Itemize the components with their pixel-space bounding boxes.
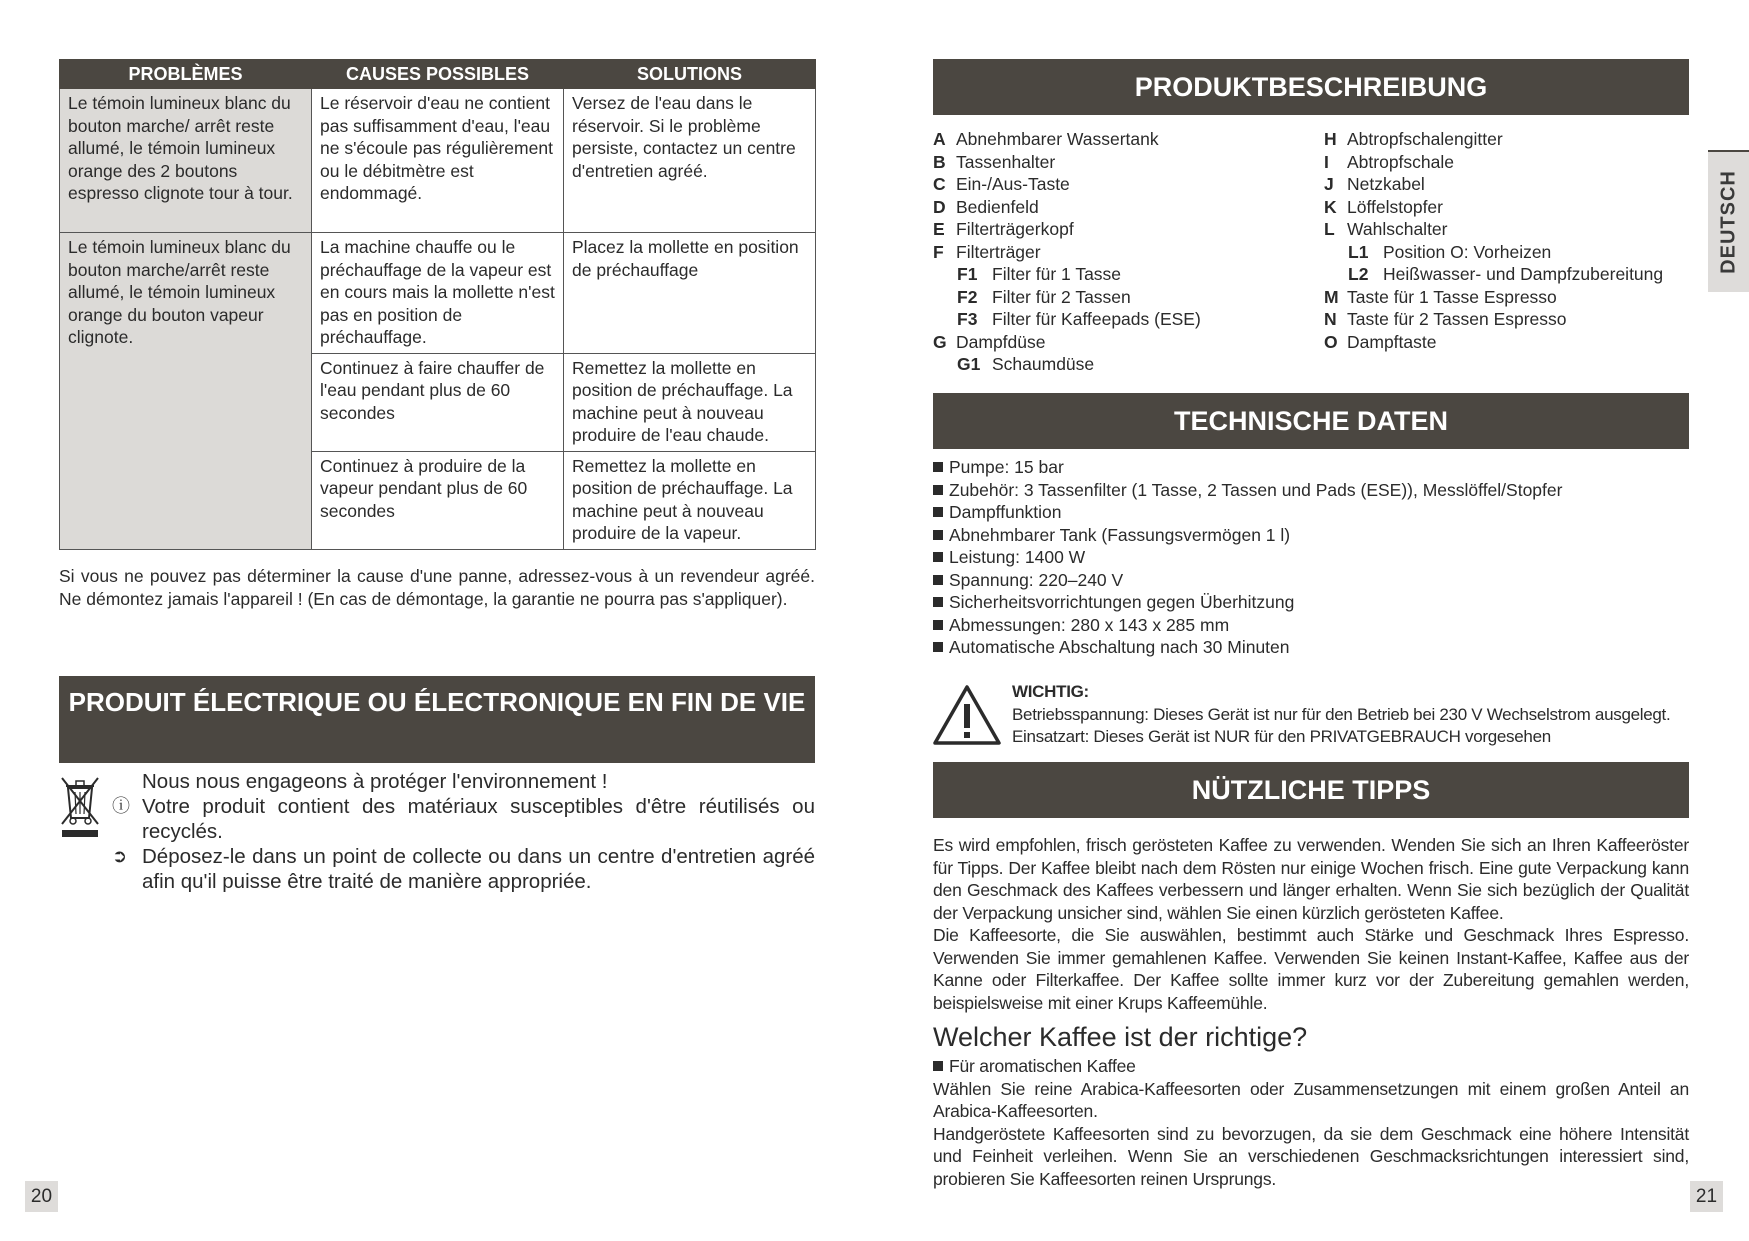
square-bullet-icon (933, 462, 943, 472)
info-icon: ⓘ (112, 796, 130, 816)
page-number-left: 20 (25, 1181, 58, 1212)
cause-cell: Continuez à produire de la vapeur pendant plus de 60 secondes (312, 451, 564, 549)
part-item: H Abtropfschalengitter (1324, 129, 1503, 149)
tips-text (933, 834, 1689, 1014)
cause-cell: Continuez à faire chauffer de l'eau pendant plus de 60 secondes (312, 353, 564, 451)
part-item: F Filterträger (933, 241, 1041, 262)
solution-cell: Remettez la mollette en position de préchauffage. La machine peut à nouveau produire de l'eau chaude. (564, 353, 816, 451)
coffee-paragraph: Wählen Sie reine Arabica-Kaffeesorten oder Zusammensetzungen mit einem großen Anteil an Arabica-Kaffeesorten. (933, 1078, 1689, 1121)
problem-cell: Le témoin lumineux blanc du bouton marche/arrêt reste allumé, le témoin lumineux orange du bouton vapeur clignote. (60, 233, 312, 550)
warning-line: Einsatzart: Dieses Gerät ist NUR für den PRIVATGEBRAUCH vorgesehen (1012, 727, 1551, 746)
warning-title: WICHTIG: (1012, 682, 1089, 701)
list-item (112, 769, 815, 794)
cause-cell: Le réservoir d'eau ne contient pas suffisamment d'eau, l'eau ne s'écoule pas régulièrement ou le débitmètre est endommagé. (312, 89, 564, 233)
table-header-row (60, 60, 816, 89)
coffee-heading: Welcher Kaffee ist der richtige? (933, 1022, 1308, 1052)
list-item (112, 794, 815, 844)
cause-cell: La machine chauffe ou le préchauffage de la vapeur est en cours mais la mollette n'est pas en position de préchauffage. (312, 233, 564, 354)
square-bullet-icon (933, 530, 943, 540)
page-number-right: 21 (1690, 1181, 1723, 1212)
coffee-paragraph: Handgeröstete Kaffeesorten sind zu bevorzugen, da sie dem Geschmack eine höhere Intensität und Feinheit verleihen. Wenn Sie an verschiedenen Geschmacksrichtungen interessiert sind, probieren Sie Kaffeesorten reinen Ursprungs. (933, 1123, 1689, 1189)
problem-cell: Le témoin lumineux blanc du bouton marche/ arrêt reste allumé, le témoin lumineux orange des 2 boutons espresso clignote tour à tour. (60, 89, 312, 233)
part-item: K Löffelstopfer (1324, 196, 1443, 217)
spec-item: Abmessungen: 280 x 143 x 285 mm (933, 614, 1562, 637)
part-subitem: F1 Filter für 1 Tasse (957, 264, 1122, 284)
header-solutions: SOLUTIONS (564, 60, 816, 89)
part-item: C Ein-/Aus-Taste (933, 174, 1070, 194)
part-subitem: L1 Position O: Vorheizen (1348, 241, 1552, 262)
part-item: E Filterträgerkopf (933, 219, 1074, 239)
spec-item: Leistung: 1400 W (933, 546, 1562, 569)
spec-item: Abnehmbarer Tank (Fassungsvermögen 1 l) (933, 524, 1562, 547)
language-tab-label: DEUTSCH (1717, 170, 1739, 274)
part-subitem: F2 Filter für 2 Tassen (957, 286, 1131, 307)
troubleshooting-table (59, 59, 816, 550)
section-title-tech: TECHNISCHE DATEN (933, 393, 1689, 449)
language-tab (1708, 150, 1749, 292)
section-title-tips: NÜTZLICHE TIPPS (933, 762, 1689, 818)
part-subitem: G1 Schaumdüse (957, 354, 1095, 374)
square-bullet-icon (933, 575, 943, 585)
part-subitem: L2 Heißwasser- und Dampfzubereitung (1348, 264, 1664, 284)
square-bullet-icon (933, 620, 943, 630)
spec-list (933, 456, 1562, 659)
list-item-text: Nous nous engageons à protéger l'environnement ! (142, 770, 608, 793)
spec-item: Zubehör: 3 Tassenfilter (1 Tasse, 2 Tassen und Pads (ESE)), Messlöffel/Stopfer (933, 479, 1562, 502)
spec-item: Dampffunktion (933, 501, 1562, 524)
list-item-text: Votre produit contient des matériaux susceptibles d'être réutilisés ou recyclés. (142, 795, 815, 843)
square-bullet-icon (933, 1061, 943, 1071)
spec-item: Pumpe: 15 bar (933, 456, 1562, 479)
part-item: A Abnehmbarer Wassertank (933, 129, 1159, 149)
header-problems: PROBLÈMES (60, 60, 312, 89)
environment-list (112, 769, 815, 894)
part-item: D Bedienfeld (933, 196, 1039, 217)
square-bullet-icon (933, 552, 943, 562)
table-row (60, 233, 816, 354)
part-item: O Dampftaste (1324, 331, 1437, 352)
part-subitem: F3 Filter für Kaffeepads (ESE) (957, 309, 1201, 329)
list-item (112, 844, 815, 894)
tips-paragraph: Es wird empfohlen, frisch gerösteten Kaffee zu verwenden. Wenden Sie sich an Ihren Kaffeeröster für Tipps. Der Kaffee bleibt nach dem Rösten nur einige Wochen frisch. Eine gute Verpackung kann den Geschmack des Kaffees verbessern und länger erhalten. Wenn Sie sich bezüglich der Qualität der Verpackung unsicher sind, wählen Sie einen kürzlich gerösteten Kaffee. (933, 835, 1689, 923)
section-title-product: PRODUKTBESCHREIBUNG (933, 59, 1689, 115)
solution-cell: Placez la mollette en position de préchauffage (564, 233, 816, 354)
square-bullet-icon (933, 597, 943, 607)
warning-text (1012, 681, 1670, 749)
arrow-right-icon: ➲ (112, 846, 128, 866)
spec-item: Automatische Abschaltung nach 30 Minuten (933, 636, 1562, 659)
solution-cell: Versez de l'eau dans le réservoir. Si le problème persiste, contactez un centre d'entretien agréé. (564, 89, 816, 233)
square-bullet-icon (933, 507, 943, 517)
warning-line: Betriebsspannung: Dieses Gerät ist nur für den Betrieb bei 230 V Wechselstrom ausgelegt. (1012, 704, 1671, 724)
list-item-text: Déposez-le dans un point de collecte ou dans un centre d'entretien agréé afin qu'il puisse être traité de manière appropriée. (142, 845, 815, 893)
bullet (112, 769, 142, 794)
part-item: B Tassenhalter (933, 151, 1056, 172)
coffee-text (933, 1055, 1689, 1190)
parts-list-col1 (933, 128, 1201, 376)
coffee-bullet: Für aromatischen Kaffee (933, 1055, 1689, 1078)
square-bullet-icon (933, 642, 943, 652)
crossed-bin-icon (58, 774, 102, 843)
parts-list-col2 (1324, 128, 1663, 353)
part-item: M Taste für 1 Tasse Espresso (1324, 286, 1557, 307)
square-bullet-icon (933, 485, 943, 495)
table-row (60, 89, 816, 233)
solution-cell: Remettez la mollette en position de préchauffage. La machine peut à nouveau produire de la vapeur. (564, 451, 816, 549)
part-item: L Wahlschalter (1324, 219, 1448, 239)
part-item: N Taste für 2 Tassen Espresso (1324, 309, 1567, 329)
tips-paragraph: Die Kaffeesorte, die Sie auswählen, bestimmt auch Stärke und Geschmack Ihres Espresso. Verwenden Sie immer gemahlenen Kaffee. Verwenden Sie keinen Instant-Kaffee, Kaffee aus der Kanne oder Filterkaffee. Der Kaffee sollte immer kurz vor der Zubereitung gemahlen werden, beispielsweise mit einer Krups Kaffeemühle. (933, 925, 1689, 1013)
header-causes: CAUSES POSSIBLES (312, 60, 564, 89)
section-title-end-of-life: PRODUIT ÉLECTRIQUE OU ÉLECTRONIQUE EN FIN DE VIE (59, 676, 815, 763)
warning-triangle-icon (932, 684, 1002, 751)
part-item: G Dampfdüse (933, 331, 1046, 352)
part-item: J Netzkabel (1324, 174, 1425, 194)
spec-item: Spannung: 220–240 V (933, 569, 1562, 592)
spec-item: Sicherheitsvorrichtungen gegen Überhitzung (933, 591, 1562, 614)
part-item: I Abtropfschale (1324, 151, 1455, 172)
repair-note: Si vous ne pouvez pas déterminer la cause d'une panne, adressez-vous à un revendeur agréé. Ne démontez jamais l'appareil ! (En cas de démontage, la garantie ne pourra pas s'appliquer). (59, 566, 815, 609)
